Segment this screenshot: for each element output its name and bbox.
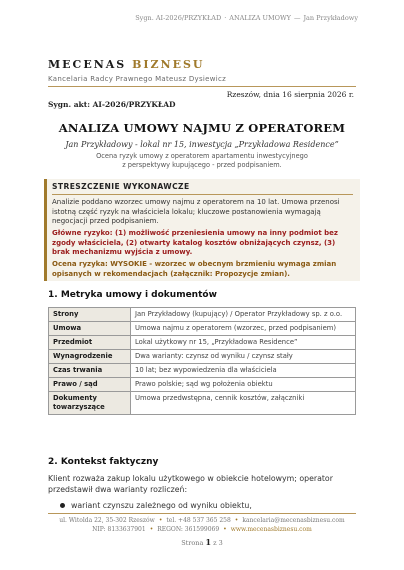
table-value: Prawo polskie; sąd wg położenia obiektu — [131, 377, 356, 391]
table-key: Przedmiot — [49, 335, 131, 349]
running-header-ref: Sygn. AI-2026/PRZYKŁAD — [135, 14, 222, 22]
table-key: Strony — [49, 308, 131, 322]
running-header-doc: ANALIZA UMOWY — [229, 14, 291, 22]
case-reference: Sygn. akt: AI-2026/PRZYKŁAD — [48, 100, 176, 109]
page-total: 3 — [218, 539, 223, 547]
table-row — [49, 391, 356, 414]
footer-registry-line — [0, 526, 404, 533]
table-value: Umowa najmu z operatorem (wzorzec, przed podpisaniem) — [131, 321, 356, 335]
running-header-client: Jan Przykładowy — [303, 14, 358, 22]
brand-block — [48, 58, 226, 83]
table-row — [49, 308, 356, 322]
page-current: 1 — [205, 537, 212, 547]
brand-name-part1: MECENAS — [48, 58, 127, 71]
page-number — [0, 537, 404, 547]
section-heading-context: 2. Kontekst faktyczny — [48, 457, 159, 467]
table-value: Jan Przykładowy (kupujący) / Operator Przykładowy sp. z o.o. — [131, 308, 356, 322]
executive-summary-box — [44, 179, 360, 281]
list-item — [60, 501, 252, 510]
page-label: Strona — [181, 539, 204, 547]
running-header — [0, 14, 404, 22]
brand-subtitle: Kancelaria Radcy Prawnego Mateusz Dysiewicz — [48, 75, 227, 83]
footer-dot-icon: • — [149, 526, 154, 533]
context-paragraph: Klient rozważa zakup lokalu użytkowego w obiekcie hotelowym; operator przedstawił dwa warianty rozliczeń: — [48, 474, 333, 495]
table-key: Czas trwania — [49, 363, 131, 377]
table-key: Umowa — [49, 321, 131, 335]
table-key: Dokumenty towarzyszące — [49, 391, 131, 414]
table-value: Dwa warianty: czynsz od wyniku / czynsz stały — [131, 349, 356, 363]
document-title: ANALIZA UMOWY NAJMU Z OPERATOREM — [58, 121, 346, 135]
table-key: Prawo / sąd — [49, 377, 131, 391]
page-of: z — [213, 539, 217, 547]
table-value: Lokal użytkowy nr 15, „Przykładowa Residence” — [131, 335, 356, 349]
table-row — [49, 349, 356, 363]
footer-dot-icon: • — [158, 517, 163, 524]
table-row — [49, 377, 356, 391]
list-item-text: wariant czynszu zależnego od wyniku obiektu, — [71, 501, 252, 510]
table-value: 10 lat; bez wypowiedzenia dla właściciela — [131, 363, 356, 377]
summary-paragraph: Analizie poddano wzorzec umowy najmu z operatorem na 10 lat. Umowa przenosi istotną część ryzyk na właściciela lokalu; kluczowe postanowienia wymagają negocjacji przed podpisaniem. — [52, 198, 340, 226]
contract-metrics-table — [48, 307, 356, 415]
footer-address: ul. Witolda 22, 35-302 Rzeszów — [59, 517, 155, 524]
footer-email[interactable]: kancelaria@mecenasbiznesu.com — [242, 517, 345, 524]
bullet-icon — [60, 503, 65, 508]
footer-contact-line — [0, 517, 404, 524]
table-key: Wynagrodzenie — [49, 349, 131, 363]
summary-risk-level: Ocena ryzyka: WYSOKIE - wzorzec w obecnym brzmieniu wymaga zmian opisanych w rekomendacjach (załącznik: Propozycje zmian). — [52, 259, 337, 278]
footer-dot-icon: • — [223, 526, 227, 533]
table-row — [49, 321, 356, 335]
footer-regon: REGON: 361599069 — [157, 526, 220, 533]
executive-summary-divider — [52, 194, 353, 195]
footer-website-link[interactable]: www.mecenasbiznesu.com — [230, 526, 312, 533]
footer-phone[interactable]: tel. +48 537 365 258 — [166, 517, 231, 524]
running-header-dash: — — [293, 14, 301, 22]
document-description: Ocena ryzyk umowy z operatorem apartamentu inwestycyjnego z perspektywy kupującego - przed podpisaniem. — [96, 152, 308, 169]
footer-nip: NIP: 8133637901 — [92, 526, 146, 533]
table-value: Umowa przedwstępna, cennik kosztów, załączniki — [131, 391, 356, 414]
table-row — [49, 363, 356, 377]
brand-name-part2: BIZNESU — [132, 58, 205, 71]
summary-main-risks: Główne ryzyko: (1) możliwość przeniesienia umowy na inny podmiot bez zgody właściciela, (2) otwarty katalog kosztów obniżających czynsz, (3) brak mechanizmu wyjścia z umowy. — [52, 228, 338, 257]
header-divider — [48, 86, 356, 87]
footer-divider — [48, 513, 356, 514]
table-row — [49, 335, 356, 349]
footer-dot-icon: • — [234, 517, 239, 524]
document-subtitle: Jan Przykładowy - lokal nr 15, inwestycja „Przykładowa Residence” — [65, 140, 339, 149]
running-header-separator: · — [224, 14, 227, 22]
place-date: Rzeszów, dnia 16 sierpnia 2026 r. — [226, 90, 354, 99]
section-heading-metrics: 1. Metryka umowy i dokumentów — [48, 290, 217, 300]
executive-summary-heading: STRESZCZENIE WYKONAWCZE — [52, 182, 190, 191]
brand-logo-text — [48, 58, 226, 71]
